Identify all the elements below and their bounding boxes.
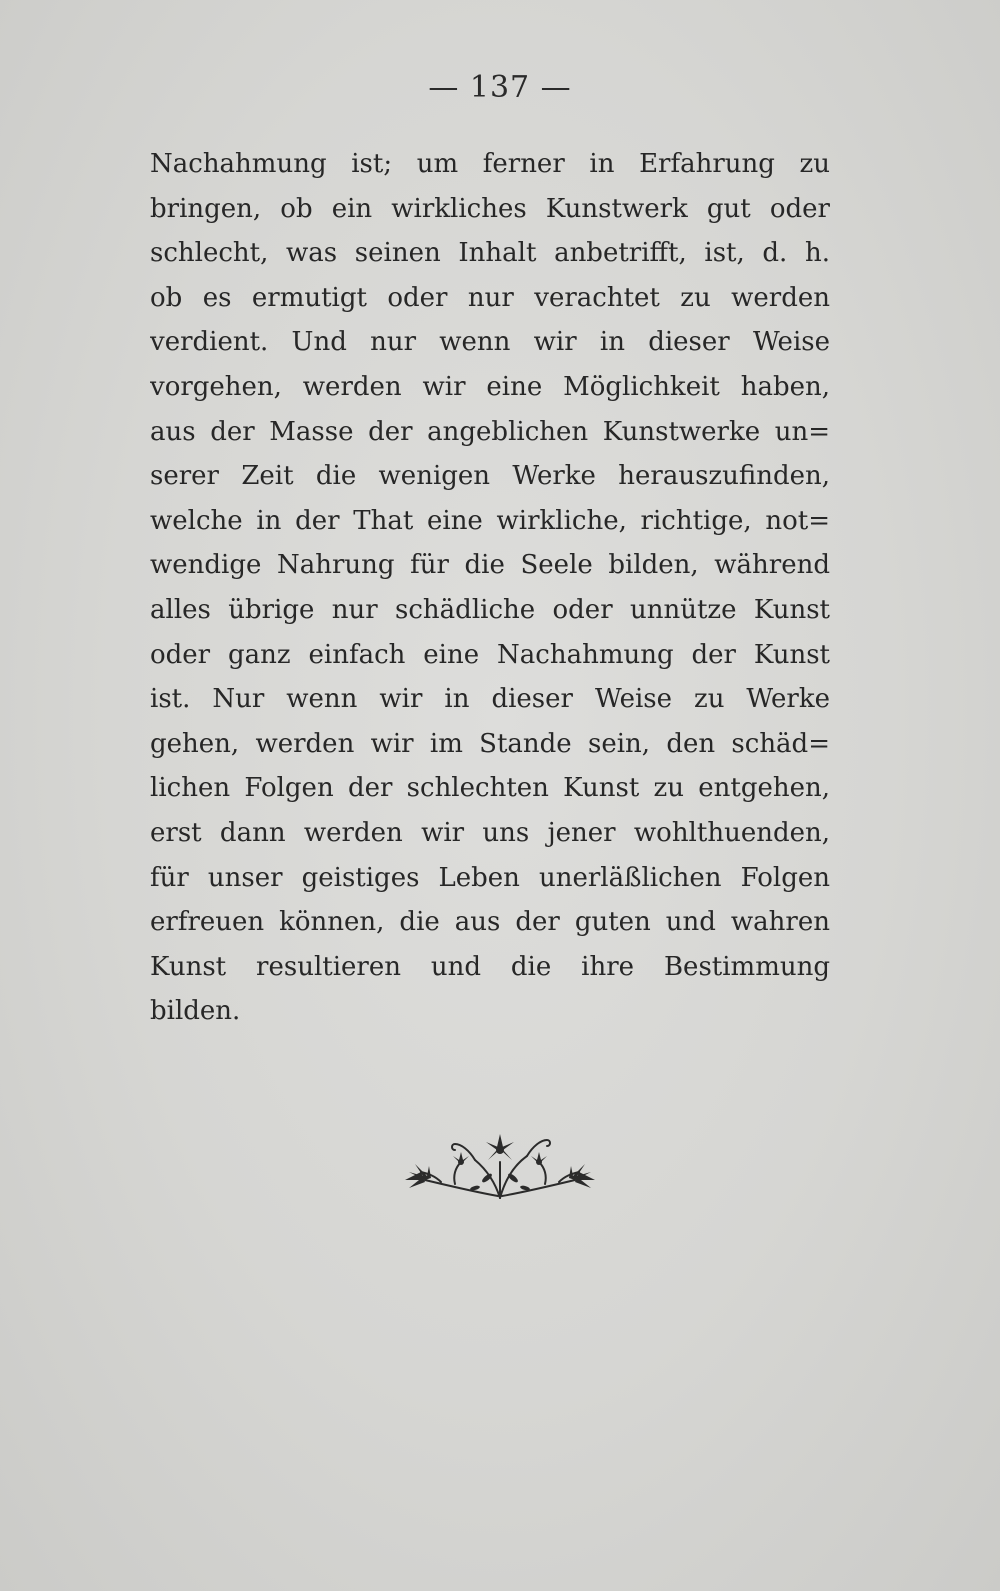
- text-line: Nachahmung ist; um ferner in Erfahrung zu: [150, 149, 830, 179]
- text-line: für unser geistiges Leben unerläßlichen Folgen: [150, 862, 830, 893]
- body-text: [150, 142, 830, 1034]
- text-line: lichen Folgen der schlechten Kunst zu entgehen,: [150, 773, 830, 804]
- text-line: bringen, ob ein wirkliches Kunstwerk gut oder: [150, 193, 830, 224]
- text-line: ob es ermutigt oder nur verachtet zu werden: [150, 282, 830, 313]
- text-line: welche in der That eine wirkliche, richtige, not=: [150, 505, 830, 536]
- text-line: aus der Masse der angeblichen Kunstwerke un=: [150, 416, 830, 447]
- text-line: schlecht, was seinen Inhalt anbetrifft, ist, d. h.: [150, 238, 830, 269]
- text-line: oder ganz einfach eine Nachahmung der Kunst: [150, 639, 830, 670]
- text-line: erfreuen können, die aus der guten und wahren: [150, 907, 830, 938]
- text-line: Kunst resultieren und die ihre Bestimmung: [150, 951, 830, 982]
- text-line: wendige Nahrung für die Seele bilden, während: [150, 550, 830, 581]
- text-line: gehen, werden wir im Stande sein, den schäd=: [150, 728, 830, 759]
- text-line: serer Zeit die wenigen Werke herauszufinden,: [150, 461, 830, 492]
- floral-ornament-icon: [395, 1120, 605, 1202]
- page-number: — 137 —: [428, 70, 572, 105]
- text-line: vorgehen, werden wir eine Möglichkeit haben,: [150, 371, 830, 402]
- text-line: bilden.: [150, 996, 241, 1027]
- text-line: alles übrige nur schädliche oder unnütze Kunst: [150, 594, 830, 625]
- text-line: verdient. Und nur wenn wir in dieser Weise: [150, 327, 830, 358]
- text-line: erst dann werden wir uns jener wohlthuenden,: [150, 817, 830, 848]
- text-line: ist. Nur wenn wir in dieser Weise zu Werke: [150, 684, 830, 715]
